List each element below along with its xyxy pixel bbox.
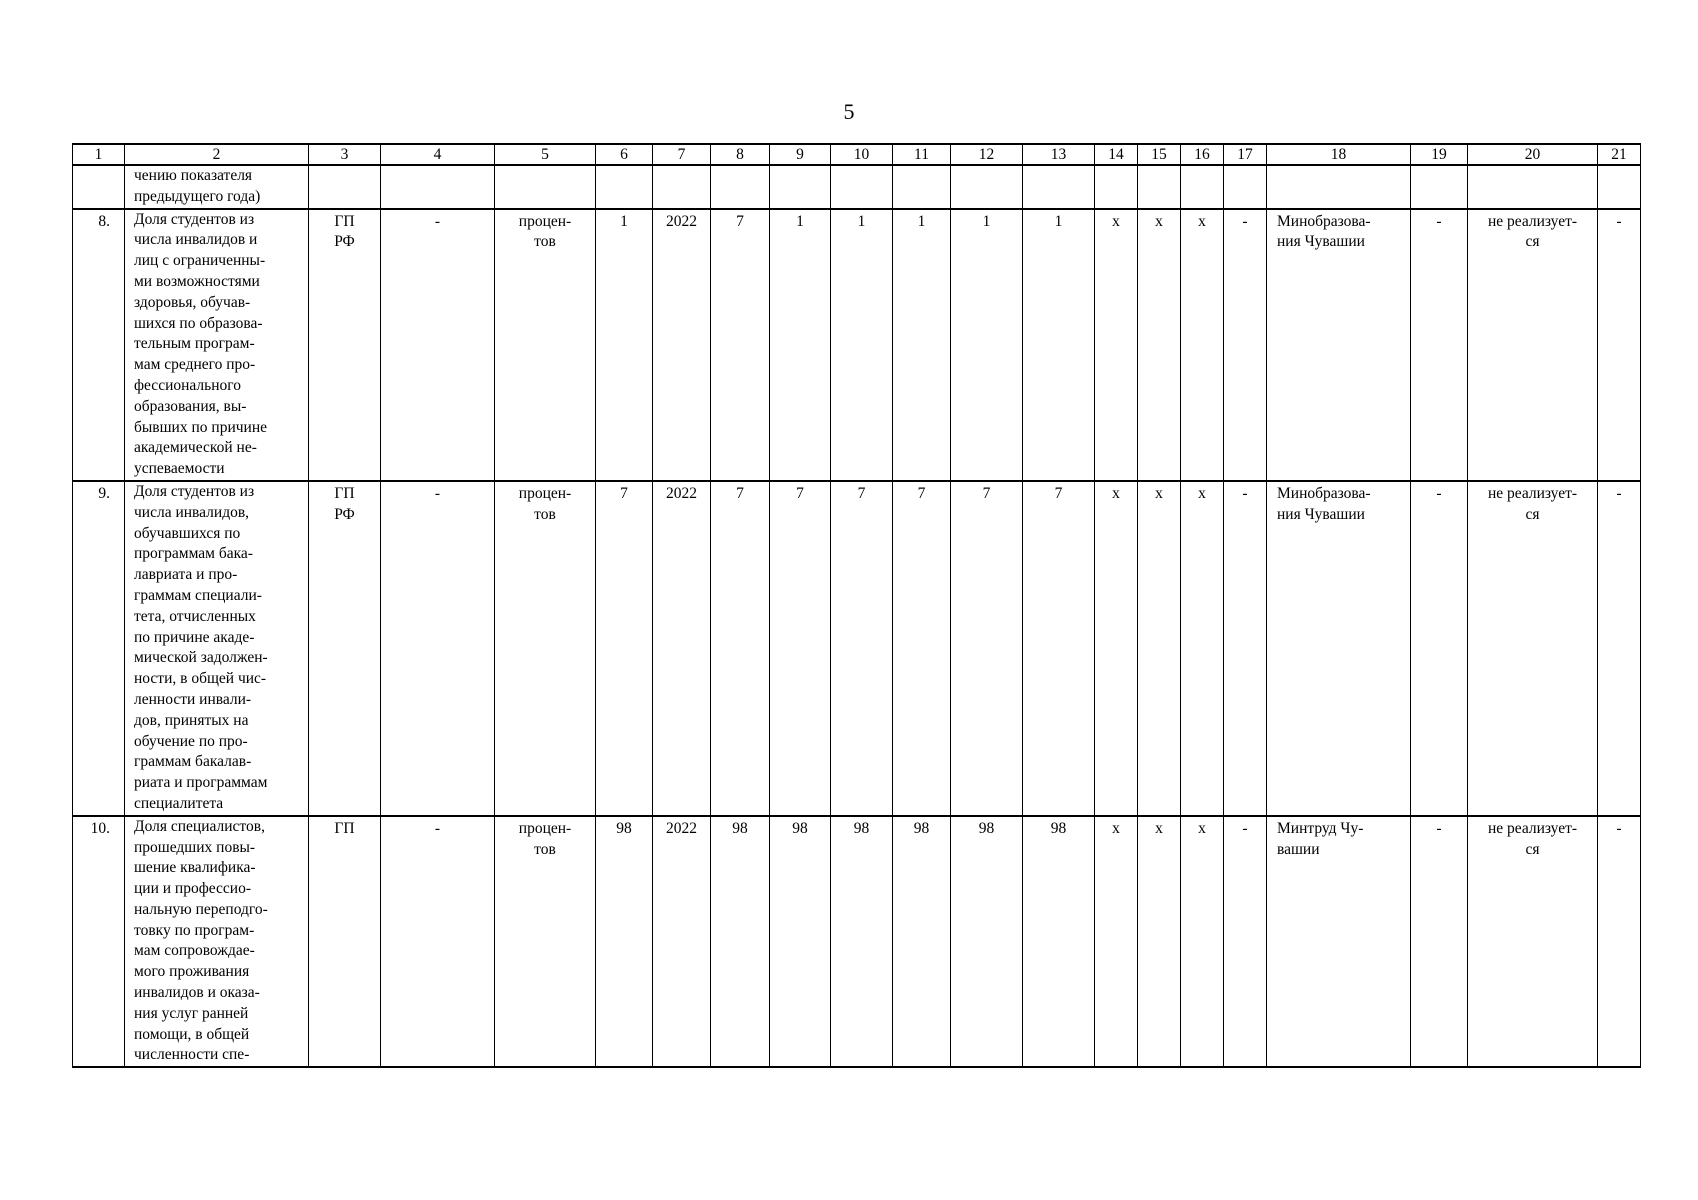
page-number: 5 [843,99,855,124]
cell-v10-text: 1 [857,212,866,230]
cell-v17-text: - [1242,484,1248,502]
cell-unit-text: процен- тов [518,484,572,523]
cell-v19 [1411,481,1468,816]
cell-v21-text: - [1616,212,1622,230]
cell-v12-text: 1 [982,212,991,230]
column-header-1: 1 [73,144,125,165]
cell-base-value [596,209,653,481]
column-header-18: 18 [1267,144,1411,165]
cell-v21 [1598,209,1641,481]
cell-v8-text: 7 [736,212,744,230]
cell-v8-text: 7 [736,484,744,502]
cell-v14-text: x [1112,819,1120,837]
cell-v21 [1598,481,1641,816]
cell-unit-text: процен- тов [518,819,572,858]
table-row [73,481,1641,816]
cell-v10 [831,209,893,481]
cell-v13-text: 1 [1054,212,1063,230]
cell-col4-text: - [434,484,441,502]
column-header-11: 11 [893,144,951,165]
cell-description [125,481,309,816]
cell-v9-text: 98 [792,819,808,837]
indicators-table [72,143,1641,1068]
cell-v12 [951,816,1023,1068]
cell-v15 [1138,209,1181,481]
cell-base-value [596,481,653,816]
cell-v17-text: - [1242,212,1248,230]
cell-v12-text: 7 [982,484,991,502]
cell-v12-text: 98 [978,819,995,837]
column-header-6: 6 [596,144,653,165]
cell-v19 [1411,816,1468,1068]
column-header-20: 20 [1468,144,1598,165]
cell-v17 [1224,816,1267,1068]
cell-v16 [1181,209,1224,481]
cell-responsible-text: Минобразова- ния Чувашии [1277,484,1371,523]
cell-unit [495,816,596,1068]
cell-description [125,209,309,481]
cell-level [309,481,381,816]
cell-description [125,816,309,1068]
cell-v14-text: x [1112,212,1120,230]
cell-description-text: Доля студентов из числа инвалидов, обучавшихся по программам бака- лавриата и про- граммам специали- тета, отчисленных по причине акаде- мической задолжен- ности, в общей чис- ленности инвали- дов, принятых на обучение по про- граммам бакалав- риата и программам специалитета [134,482,268,812]
cell-v21-text: - [1616,484,1622,502]
cell-v11 [893,209,951,481]
column-header-16: 16 [1181,144,1224,165]
cell-v14 [1095,481,1138,816]
cell-base-year-text: 2022 [666,819,697,837]
column-header-2: 2 [125,144,309,165]
cell-col4-text: - [434,819,441,837]
cell-v19-text: - [1436,484,1442,502]
cell-description-text: Доля специалистов, прошедших повы- шение квалифика- ции и профессио- нальную переподго- товку по програм- мам сопровождае- мого проживания инвалидов и оказа- ния услуг ранней помощи, в общей численности спе- [134,817,268,1064]
cell-base-value [596,816,653,1068]
cell-base-year [653,481,711,816]
table-row [73,209,1641,481]
cell-v14 [1095,209,1138,481]
cell-v15 [1138,481,1181,816]
cell-num [73,209,125,481]
cell-responsible [1267,209,1411,481]
cell-col4 [381,209,495,481]
header-row [73,144,1641,165]
cell-v15-text: x [1155,484,1163,502]
cell-v9-text: 1 [796,212,804,230]
column-header-9: 9 [770,144,831,165]
cell-v12 [951,209,1023,481]
cell-col4-text: - [434,212,441,230]
cell-num-text: 8. [98,212,110,230]
cell-num [73,816,125,1068]
cell-base-year [653,816,711,1068]
column-header-4: 4 [381,144,495,165]
cell-unit [495,209,596,481]
cell-base-value-text: 98 [616,819,632,837]
cell-v20 [1468,816,1598,1068]
cell-base-year-text: 2022 [666,484,697,502]
cell-base-value-text: 1 [620,212,628,230]
cell-responsible [1267,481,1411,816]
column-header-8: 8 [711,144,770,165]
cell-v8 [711,816,770,1068]
cell-v11-text: 7 [917,484,926,502]
cell-v19-text: - [1436,819,1442,837]
cell-v17-text: - [1242,819,1248,837]
cell-v10 [831,816,893,1068]
cell-base-value-text: 7 [620,484,628,502]
cell-v20 [1468,481,1598,816]
cell-v14-text: x [1112,484,1120,502]
cell-v20-text: не реализует- ся [1487,212,1578,251]
cell-v9 [770,209,831,481]
column-header-3: 3 [309,144,381,165]
cell-v13-text: 98 [1050,819,1067,837]
cell-v17 [1224,209,1267,481]
cell-v16-text: x [1198,819,1206,837]
cell-level [309,816,381,1068]
cell-num-text: 9. [98,484,110,502]
cell-v16-text: x [1198,212,1206,230]
cell-description [125,165,309,209]
cell-col4 [381,816,495,1068]
cell-num-text: 10. [90,819,110,837]
cell-v21-text: - [1616,819,1622,837]
cell-v15 [1138,816,1181,1068]
cell-v10-text: 98 [853,819,870,837]
cell-v13 [1023,481,1095,816]
column-header-15: 15 [1138,144,1181,165]
cell-level-text: ГП РФ [334,212,355,251]
cell-v9 [770,481,831,816]
cell-v8 [711,481,770,816]
column-header-17: 17 [1224,144,1267,165]
cell-unit [495,481,596,816]
cell-level-text: ГП РФ [334,484,355,523]
cell-responsible [1267,816,1411,1068]
cell-v20-text: не реализует- ся [1487,819,1578,858]
column-header-21: 21 [1598,144,1641,165]
cell-v15-text: x [1155,819,1163,837]
cell-num [73,481,125,816]
cell-v13-text: 7 [1054,484,1063,502]
cell-v19-text: - [1436,212,1442,230]
cell-v15-text: x [1155,212,1163,230]
cell-v8 [711,209,770,481]
cell-v13 [1023,816,1095,1068]
cell-v11 [893,481,951,816]
cell-v16 [1181,481,1224,816]
cell-base-year-text: 2022 [666,212,697,230]
cell-v19 [1411,209,1468,481]
column-header-12: 12 [951,144,1023,165]
cell-v17 [1224,481,1267,816]
cell-v14 [1095,816,1138,1068]
column-header-14: 14 [1095,144,1138,165]
column-header-10: 10 [831,144,893,165]
cell-v20 [1468,209,1598,481]
cell-v10-text: 7 [857,484,866,502]
column-header-13: 13 [1023,144,1095,165]
cell-base-year [653,209,711,481]
cell-v20-text: не реализует- ся [1487,484,1578,523]
cell-v16 [1181,816,1224,1068]
cell-responsible-text: Минтруд Чу- вашии [1277,819,1364,858]
cell-v11-text: 1 [917,212,926,230]
cell-responsible-text: Минобразова- ния Чувашии [1277,212,1371,251]
cell-num [73,165,125,209]
cell-v9-text: 7 [796,484,804,502]
table-row [73,816,1641,1068]
cell-level [309,209,381,481]
continuation-row [73,165,1641,209]
cell-v13 [1023,209,1095,481]
column-header-19: 19 [1411,144,1468,165]
cell-v21 [1598,816,1641,1068]
cell-description-text: Доля студентов из числа инвалидов и лиц с ограниченны- ми возможностями здоровья, обучав- шихся по образова- тельным програм- мам среднего про- фессионального образования, вы- бывших по причине академической не- успеваемости [134,210,267,478]
cell-col4 [381,481,495,816]
cell-v11 [893,816,951,1068]
cell-v8-text: 98 [732,819,748,837]
column-header-5: 5 [495,144,596,165]
column-header-7: 7 [653,144,711,165]
cell-v9 [770,816,831,1068]
cell-level-text: ГП [334,819,355,837]
continuation-text: чению показателя предыдущего года) [134,167,261,205]
cell-v11-text: 98 [913,819,930,837]
cell-v12 [951,481,1023,816]
cell-v10 [831,481,893,816]
cell-v16-text: x [1198,484,1206,502]
cell-unit-text: процен- тов [518,212,572,251]
